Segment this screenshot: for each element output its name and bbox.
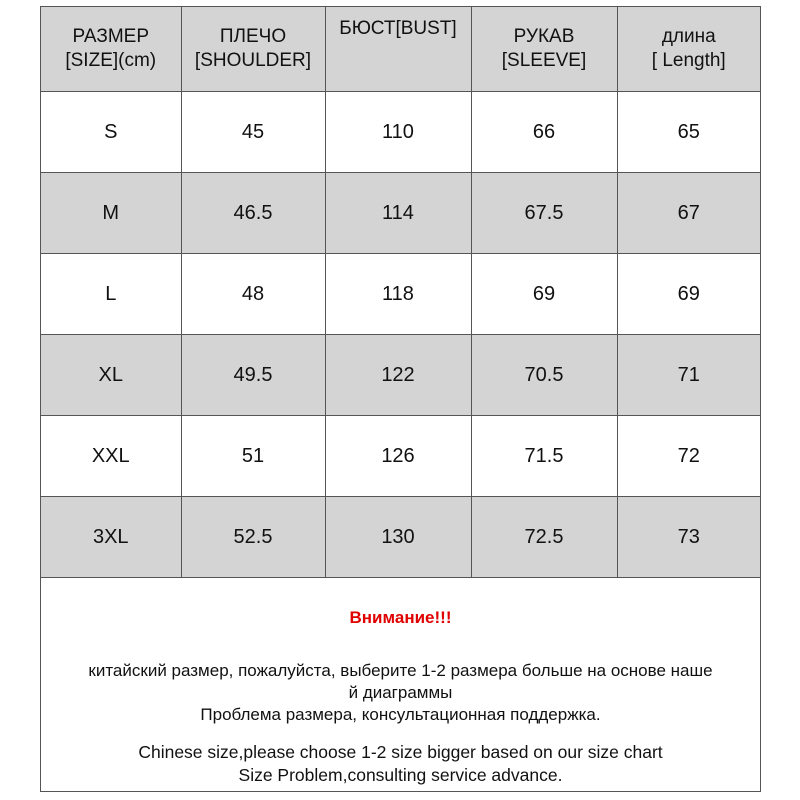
english-note-line: Size Problem,consulting service advance.	[238, 765, 563, 785]
cell-bust: 130	[325, 497, 471, 578]
table-row	[41, 92, 760, 173]
cell-size: S	[41, 92, 181, 173]
cell-length: 69	[617, 254, 760, 335]
cell-length: 73	[617, 497, 760, 578]
header-sleeve: РУКАВ [SLEEVE]	[471, 7, 617, 92]
cell-sleeve: 71.5	[471, 416, 617, 497]
cell-sleeve: 67.5	[471, 173, 617, 254]
cell-sleeve: 72.5	[471, 497, 617, 578]
cell-size: L	[41, 254, 181, 335]
size-chart	[40, 6, 761, 792]
warning-title: Внимание!!!	[349, 608, 452, 627]
cell-sleeve: 66	[471, 92, 617, 173]
header-size: РАЗМЕР [SIZE](cm)	[41, 7, 181, 92]
cell-shoulder: 51	[181, 416, 325, 497]
size-table	[41, 7, 760, 578]
cell-sleeve: 70.5	[471, 335, 617, 416]
table-row	[41, 254, 760, 335]
note-section	[41, 572, 760, 791]
cell-bust: 122	[325, 335, 471, 416]
header-shoulder: ПЛЕЧО [SHOULDER]	[181, 7, 325, 92]
table-row	[41, 497, 760, 578]
cell-bust: 110	[325, 92, 471, 173]
cell-sleeve: 69	[471, 254, 617, 335]
cell-shoulder: 45	[181, 92, 325, 173]
table-row	[41, 173, 760, 254]
cell-length: 65	[617, 92, 760, 173]
cell-size: M	[41, 173, 181, 254]
cell-shoulder: 49.5	[181, 335, 325, 416]
table-row	[41, 416, 760, 497]
cell-shoulder: 46.5	[181, 173, 325, 254]
cell-size: XL	[41, 335, 181, 416]
header-length: длина [ Length]	[617, 7, 760, 92]
english-note-line: Chinese size,please choose 1-2 size bigger based on our size chart	[138, 742, 663, 762]
header-bust: БЮСТ[BUST]	[325, 7, 471, 92]
cell-length: 67	[617, 173, 760, 254]
cell-shoulder: 48	[181, 254, 325, 335]
cell-size: 3XL	[41, 497, 181, 578]
cell-length: 72	[617, 416, 760, 497]
cell-size: XXL	[41, 416, 181, 497]
cell-bust: 126	[325, 416, 471, 497]
russian-note-line: Проблема размера, консультационная поддержка.	[200, 705, 601, 724]
russian-note-line: й диаграммы	[348, 683, 453, 702]
header-row	[41, 7, 760, 92]
cell-bust: 114	[325, 173, 471, 254]
table-row	[41, 335, 760, 416]
russian-note-line: китайский размер, пожалуйста, выберите 1-2 размера больше на основе наше	[88, 661, 713, 680]
cell-length: 71	[617, 335, 760, 416]
english-note	[41, 741, 760, 787]
russian-note	[41, 660, 760, 726]
cell-shoulder: 52.5	[181, 497, 325, 578]
cell-bust: 118	[325, 254, 471, 335]
